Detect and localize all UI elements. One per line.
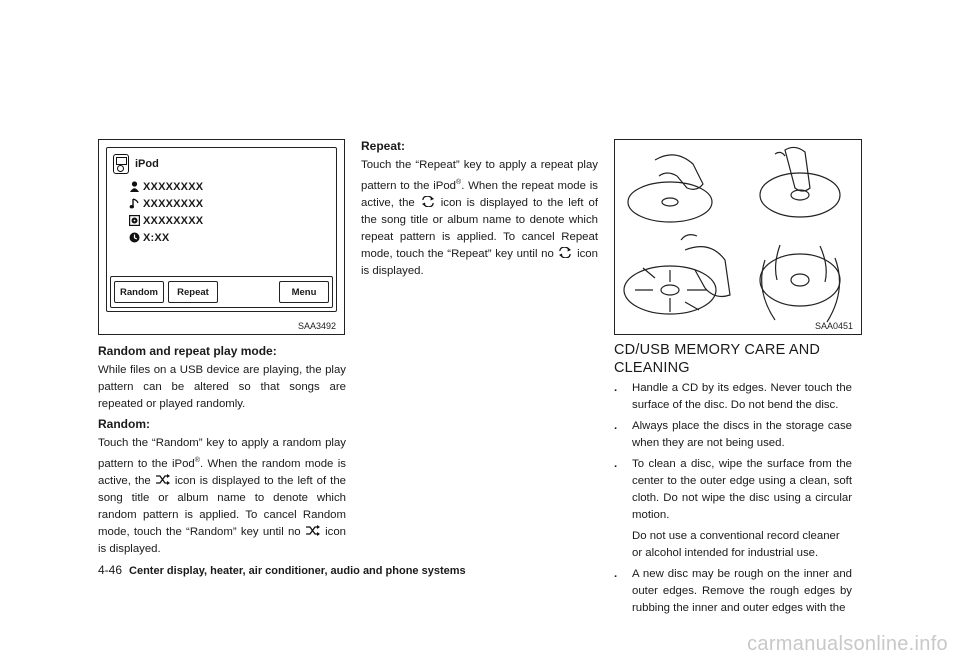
random-button[interactable]: Random	[114, 281, 164, 303]
cd-care-heading	[614, 341, 864, 377]
bullet-mark: .	[614, 568, 618, 580]
random-text-1: Touch the “Random” key to apply a random play pattern to the iPod	[98, 437, 346, 470]
cd-disc	[760, 254, 840, 306]
repeat-paragraph	[361, 157, 598, 280]
track-row-album	[129, 212, 203, 229]
repeat-text-1: Touch the “Repeat” key to apply a repeat play pattern to the iPod	[361, 159, 598, 192]
list-item	[614, 566, 852, 617]
bullet-mark: .	[614, 382, 618, 394]
random-heading: Random:	[98, 417, 150, 431]
list-item	[614, 380, 852, 414]
watermark: carmanualsonline.info	[747, 633, 948, 655]
page-number: 4-46	[98, 563, 123, 577]
footer-title: Center display, heater, air conditioner, audio and phone systems	[129, 565, 466, 577]
repeat-icon	[420, 196, 436, 207]
right-column	[614, 380, 852, 621]
list-item	[614, 418, 852, 452]
menu-button[interactable]: Menu	[279, 281, 329, 303]
list-item	[614, 456, 852, 524]
artist-icon	[129, 181, 140, 192]
bullet-mark: .	[614, 458, 618, 470]
sub-paragraph: Do not use a conventional record cleaner or alcohol intended for industrial use.	[632, 530, 840, 559]
album-text: XXXXXXXX	[143, 214, 204, 227]
intro-paragraph: While files on a USB device are playing, the play pattern can be altered so that songs are repeated or played randomly.	[98, 364, 346, 410]
random-text-4: icon is displayed.	[98, 525, 347, 555]
bullet-text: To clean a disc, wipe the surface from the center to the outer edge using a clean, soft cloth. Do not wipe the disc using a circular motion.	[632, 458, 852, 521]
ipod-icon	[113, 154, 129, 174]
cd-care-heading-line2: CLEANING	[614, 360, 690, 376]
artist-text: XXXXXXXX	[143, 180, 204, 193]
repeat-text-4: icon is displayed.	[361, 247, 598, 277]
track-row-artist	[129, 178, 203, 195]
song-text: XXXXXXXX	[143, 197, 204, 210]
random-text-3: icon is displayed to the left of the song title or album name to denote which random pattern is applied. To cancel Random mode, touch the “Random” key until no	[98, 474, 347, 538]
random-text-2: . When the random mode is active, the	[98, 457, 347, 487]
middle-column	[361, 139, 598, 280]
button-bar	[110, 276, 333, 308]
cd-disc	[760, 173, 840, 217]
shuffle-icon	[155, 474, 171, 485]
time-text: X:XX	[143, 231, 170, 244]
ipod-screen-figure	[98, 139, 345, 335]
cd-illustration	[615, 140, 861, 334]
source-header	[113, 154, 159, 174]
page-footer	[98, 563, 466, 577]
track-info-list	[129, 178, 203, 246]
source-label: iPod	[135, 158, 159, 170]
care-bullet-list	[614, 380, 852, 524]
bullet-text: Handle a CD by its edges. Never touch the surface of the disc. Do not bend the disc.	[632, 382, 852, 411]
track-row-song	[129, 195, 203, 212]
registered-mark: ®	[456, 179, 462, 186]
repeat-text-2: . When the repeat mode is active, the	[361, 179, 598, 209]
cd-care-heading-line1: CD/USB MEMORY CARE AND	[614, 342, 821, 358]
repeat-icon	[557, 247, 573, 258]
bullet-text: A new disc may be rough on the inner and outer edges. Remove the rough edges by rubbing the inner and outer edges with the	[632, 568, 852, 614]
repeat-button[interactable]: Repeat	[168, 281, 218, 303]
left-column	[98, 344, 346, 558]
repeat-text-3: icon is displayed to the left of the song title or album name to denote which repeat pattern is applied. To cancel Repeat mode, touch the “Repeat” key until no	[361, 196, 598, 260]
album-icon	[129, 215, 140, 226]
care-bullet-list-cont	[614, 566, 852, 617]
cd-handling-figure	[614, 139, 862, 335]
figure-code: SAA3492	[297, 321, 336, 331]
clock-icon	[129, 232, 140, 243]
display-screen	[106, 147, 337, 312]
bullet-mark: .	[614, 420, 618, 432]
bullet-text: Always place the discs in the storage case when they are not being used.	[632, 420, 852, 449]
track-row-time	[129, 229, 203, 246]
section-heading: Random and repeat play mode:	[98, 344, 277, 358]
repeat-heading: Repeat:	[361, 139, 406, 153]
registered-mark: ®	[194, 457, 200, 464]
music-note-icon	[129, 198, 140, 209]
shuffle-icon	[305, 525, 321, 536]
figure-code: SAA0451	[814, 321, 853, 331]
random-paragraph	[98, 435, 346, 558]
